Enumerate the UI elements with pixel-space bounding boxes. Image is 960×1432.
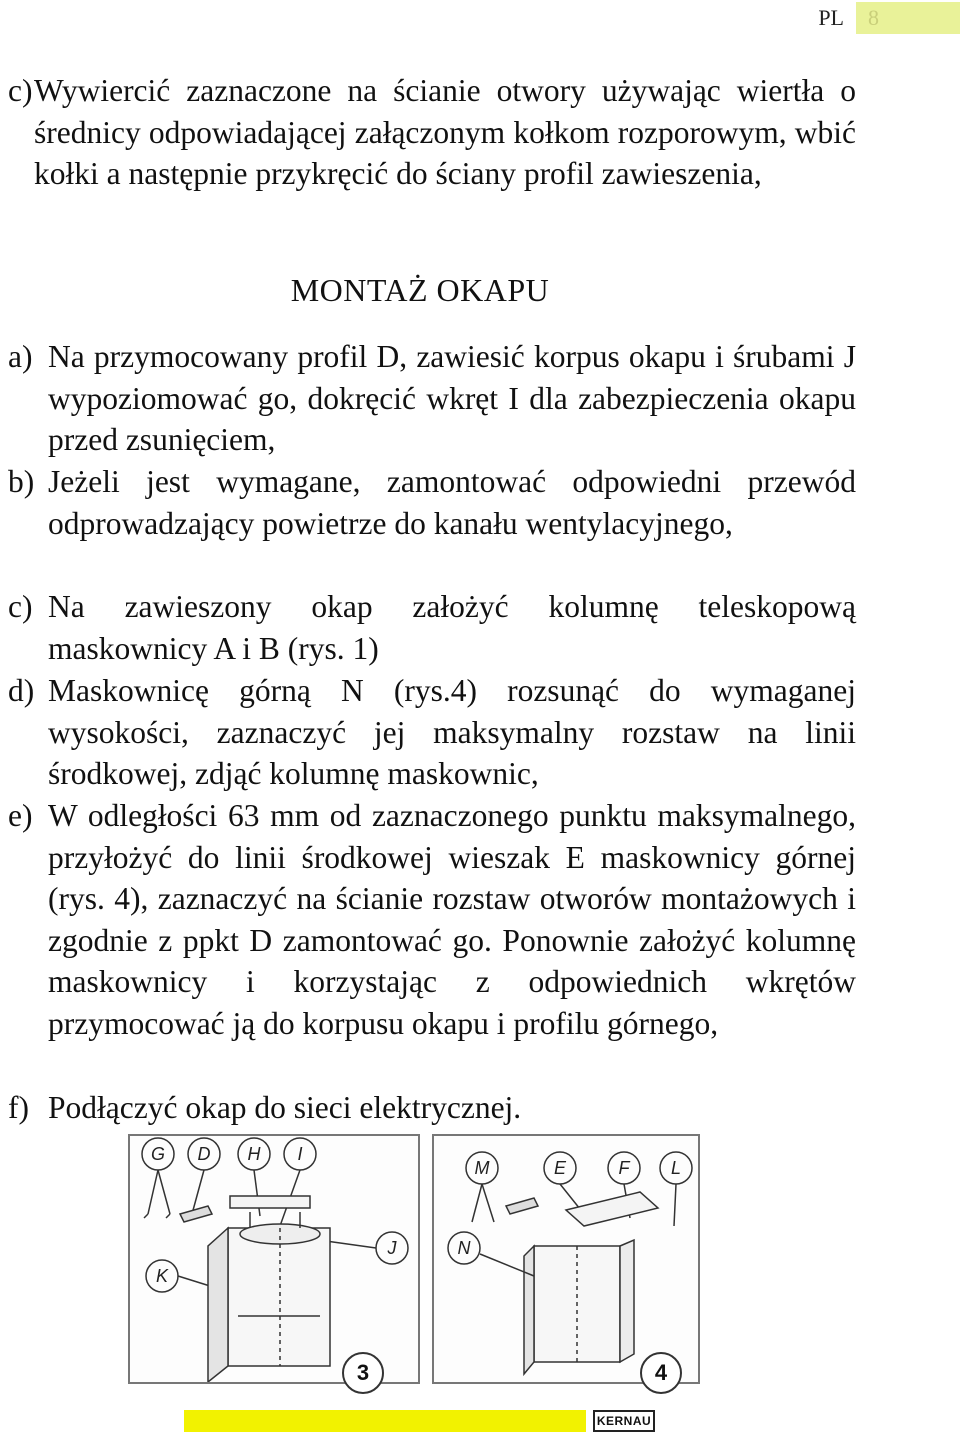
step-label: f) [8,1090,29,1125]
part-label-m: M [474,1158,490,1178]
step-label: e) [8,798,33,833]
page-header [818,2,960,34]
part-label-h: H [247,1144,261,1164]
page-number: 8 [868,5,879,30]
figure-4-drawing [434,1136,698,1382]
part-label-d: D [197,1144,211,1164]
step-text: Podłączyć okap do sieci elektrycznej. [48,1090,522,1125]
intro-step [8,70,856,195]
figure-3-number: 3 [342,1352,384,1394]
step-e [8,795,856,1045]
part-label-n: N [457,1238,471,1258]
figure-4-number: 4 [640,1352,682,1394]
step-label: a) [8,339,33,374]
step-label: d) [8,673,35,708]
step-f [8,1087,856,1129]
footer-accent-bar [184,1410,586,1432]
intro-step-text: Wywiercić zaznaczone na ścianie otwory używając wiertła o średnicy odpowiadającej załączonym kołkom rozporowym, wbić kołki a następnie przykręcić do ściany profil zawieszenia, [34,73,856,192]
page-number-box [856,2,960,34]
section-heading: MONTAŻ OKAPU [290,272,550,308]
part-label-g: G [150,1144,166,1164]
part-label-e: E [553,1158,567,1178]
brand-logo [593,1410,655,1432]
figure-3-drawing [130,1136,418,1382]
figure-3-frame [128,1134,420,1384]
step-text: Maskownicę górną N (rys.4) rozsunąć do wymaganej wysokości, zaznaczyć jej maksymalny rozstaw na linii środkowej, zdjąć kolumnę maskownic, [48,673,856,792]
step-c [8,586,856,669]
step-text: Na przymocowany profil D, zawiesić korpus okapu i śrubami J wypoziomować go, dokręcić wkręt I dla zabezpieczenia okapu przed zsunięciem, [48,339,856,458]
step-text: W odległości 63 mm od zaznaczonego punktu maksymalnego, przyłożyć do linii środkowej wieszak E maskownicy górnej (rys. 4), zaznaczyć na ścianie rozstaw otworów montażowych i zgodnie z ppkt D zamontować go. Ponownie założyć kolumnę maskownicy i korzystając z odpowiednich wkrętów przymocować ją do korpusu okapu i profilu górnego, [48,798,856,1041]
step-label: c) [8,589,33,624]
step-label: b) [8,464,35,499]
part-label-j: J [387,1238,397,1258]
part-label-i: I [297,1144,303,1164]
step-d [8,670,856,795]
part-label-f: F [618,1158,630,1178]
step-text: Na zawieszony okap założyć kolumnę teleskopową maskownicy A i B (rys. 1) [48,589,856,666]
part-label-k: K [155,1266,169,1286]
part-label-l: L [670,1158,682,1178]
step-a [8,336,856,461]
step-b [8,461,856,544]
language-label: PL [818,5,844,30]
step-text: Jeżeli jest wymagane, zamontować odpowiedni przewód odprowadzający powietrze do kanału wentylacyjnego, [48,464,856,541]
intro-step-label: c) [8,73,33,108]
figure-4-frame [432,1134,700,1384]
brand-name: KERNAU [596,1414,652,1428]
